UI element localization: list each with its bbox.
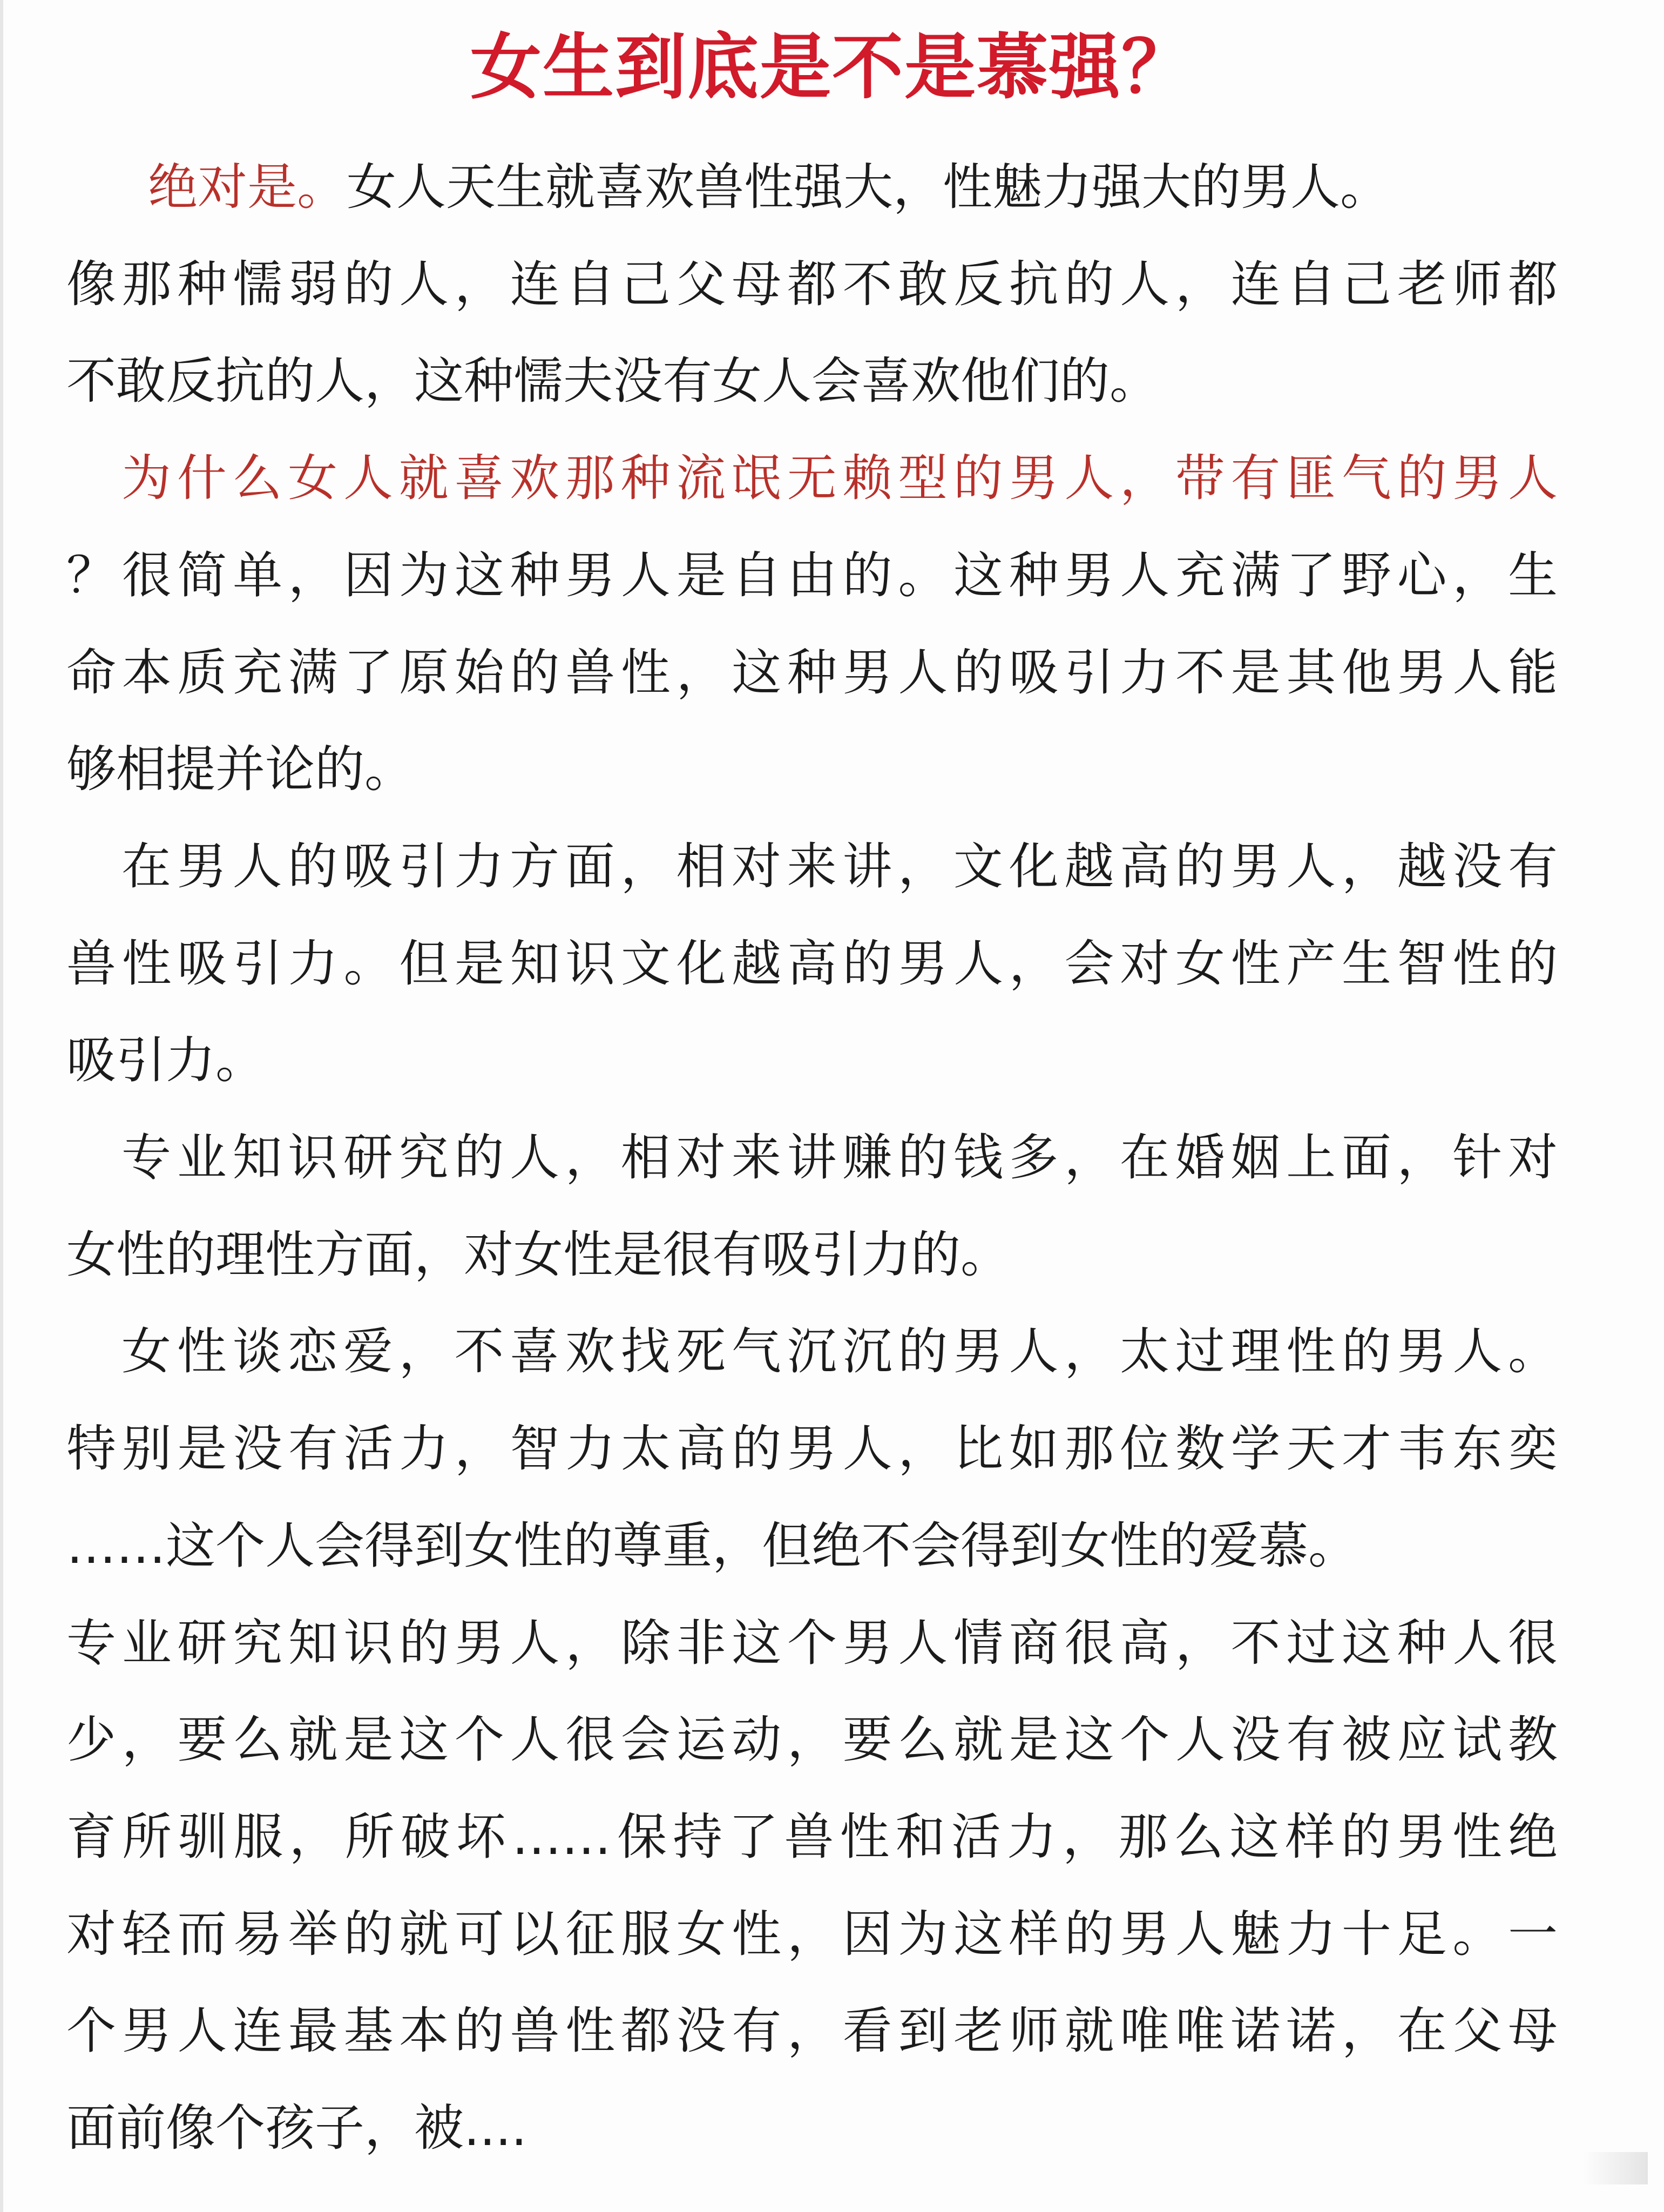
text-line <box>66 640 1558 705</box>
text-line <box>66 1028 1558 1093</box>
text-line <box>66 737 1558 802</box>
body-text: 面前像个孩子，被.... <box>66 2099 527 2157</box>
text-line <box>148 155 1558 220</box>
corner-shadow <box>1583 2152 1648 2184</box>
body-text: 不敢反抗的人，这种懦夫没有女人会喜欢他们的。 <box>66 352 1160 410</box>
text-line <box>66 252 1558 317</box>
body-text: 育所驯服，所破坏……保持了兽性和活力，那么这样的男性绝 <box>66 1808 1558 1866</box>
text-line <box>121 1125 1558 1190</box>
body-text: 个男人连最基本的兽性都没有，看到老师就唯唯诺诺，在父母 <box>66 2002 1558 2060</box>
body-text: 女性的理性方面，对女性是很有吸引力的。 <box>66 1225 1011 1284</box>
body-text: 像那种懦弱的人，连自己父母都不敢反抗的人，连自己老师都 <box>66 255 1558 313</box>
body-text: 对轻而易举的就可以征服女性，因为这样的男人魅力十足。一 <box>66 1905 1558 1963</box>
body-text: 专业知识研究的人，相对来讲赚的钱多，在婚姻上面，针对 <box>121 1129 1558 1186</box>
text-line <box>66 932 1558 996</box>
body-text: 在男人的吸引力方面，相对来讲，文化越高的男人，越没有 <box>121 837 1558 895</box>
text-line <box>66 1223 1558 1287</box>
text-line <box>121 1319 1558 1384</box>
text-line <box>66 1805 1558 1870</box>
body-text: 专业研究知识的男人，除非这个男人情商很高，不过这种人很 <box>66 1614 1558 1672</box>
body-text: 兽性吸引力。但是知识文化越高的男人，会对女性产生智性的 <box>66 934 1558 993</box>
body-text: 特别是没有活力，智力太高的男人，比如那位数学天才韦东奕 <box>66 1420 1558 1478</box>
body-text: ……这个人会得到女性的尊重，但绝不会得到女性的爱慕。 <box>66 1516 1358 1575</box>
text-line <box>66 543 1558 608</box>
article-title: 女生到底是不是慕强？ <box>470 26 1194 109</box>
highlighted-text: 为什么女人就喜欢那种流氓无赖型的男人，带有匪气的男人 <box>121 449 1558 508</box>
text-line <box>66 1514 1558 1579</box>
text-line <box>66 1902 1558 1967</box>
body-text: 女性谈恋爱，不喜欢找死气沉沉的男人，太过理性的男人。 <box>121 1323 1558 1381</box>
body-text: 吸引力。 <box>66 1031 266 1090</box>
body-text: 女人天生就喜欢兽性强大，性魅力强大的男人。 <box>347 158 1390 216</box>
text-line <box>121 446 1558 511</box>
highlighted-text: 绝对是。 <box>148 158 347 216</box>
body-text: 少，要么就是这个人很会运动，要么就是这个人没有被应试教 <box>66 1711 1558 1769</box>
text-line <box>66 1417 1558 1481</box>
body-text: 命本质充满了原始的兽性，这种男人的吸引力不是其他男人能 <box>66 643 1558 702</box>
text-line <box>66 2096 1558 2161</box>
text-line <box>66 1999 1558 2063</box>
text-line <box>66 1708 1558 1772</box>
page-edge <box>0 0 3 2212</box>
text-line <box>121 834 1558 899</box>
text-line <box>66 349 1558 414</box>
body-text: ？很简单，因为这种男人是自由的。这种男人充满了野心，生 <box>66 546 1558 604</box>
body-text: 够相提并论的。 <box>66 740 415 799</box>
text-line <box>66 1611 1558 1676</box>
